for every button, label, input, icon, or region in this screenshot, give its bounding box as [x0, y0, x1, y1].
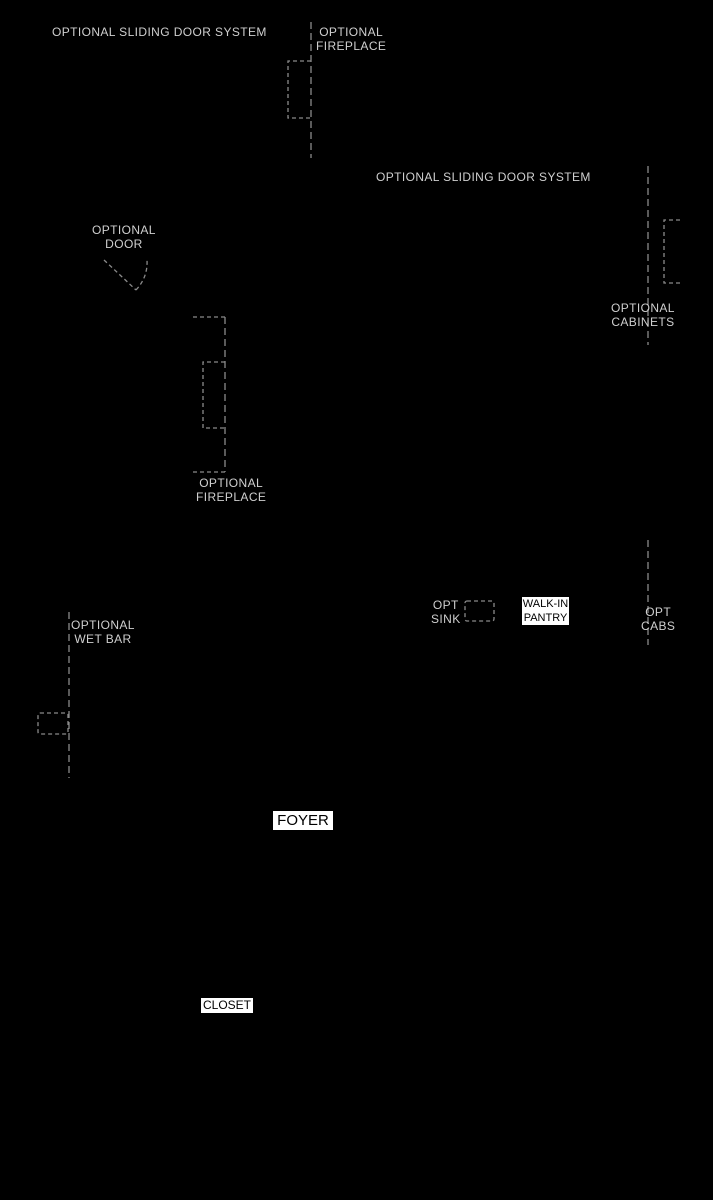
fireplace-top-outline	[288, 22, 311, 158]
room-tag-foyer: FOYER	[273, 811, 333, 830]
label-optional-door: OPTIONAL DOOR	[92, 223, 156, 251]
room-tag-walk-in-pantry: WALK-IN PANTRY	[522, 598, 569, 624]
label-fireplace-top: OPTIONAL FIREPLACE	[316, 25, 387, 53]
label-fireplace-mid: OPTIONAL FIREPLACE	[196, 476, 267, 504]
label-wet-bar: OPTIONAL WET BAR	[71, 618, 135, 646]
room-tag-closet: CLOSET	[202, 998, 251, 1012]
wet-bar-outline	[38, 612, 69, 778]
label-opt-sink: OPT SINK	[431, 598, 461, 626]
fireplace-mid-outline	[193, 317, 225, 472]
label-sliding-door-right: OPTIONAL SLIDING DOOR SYSTEM	[376, 170, 591, 184]
label-opt-cabs: OPT CABS	[641, 605, 676, 633]
label-optional-cabinets: OPTIONAL CABINETS	[611, 301, 675, 329]
sink-outline	[465, 601, 494, 621]
label-sliding-door-top: OPTIONAL SLIDING DOOR SYSTEM	[52, 25, 267, 39]
optional-door-swing	[104, 260, 147, 290]
